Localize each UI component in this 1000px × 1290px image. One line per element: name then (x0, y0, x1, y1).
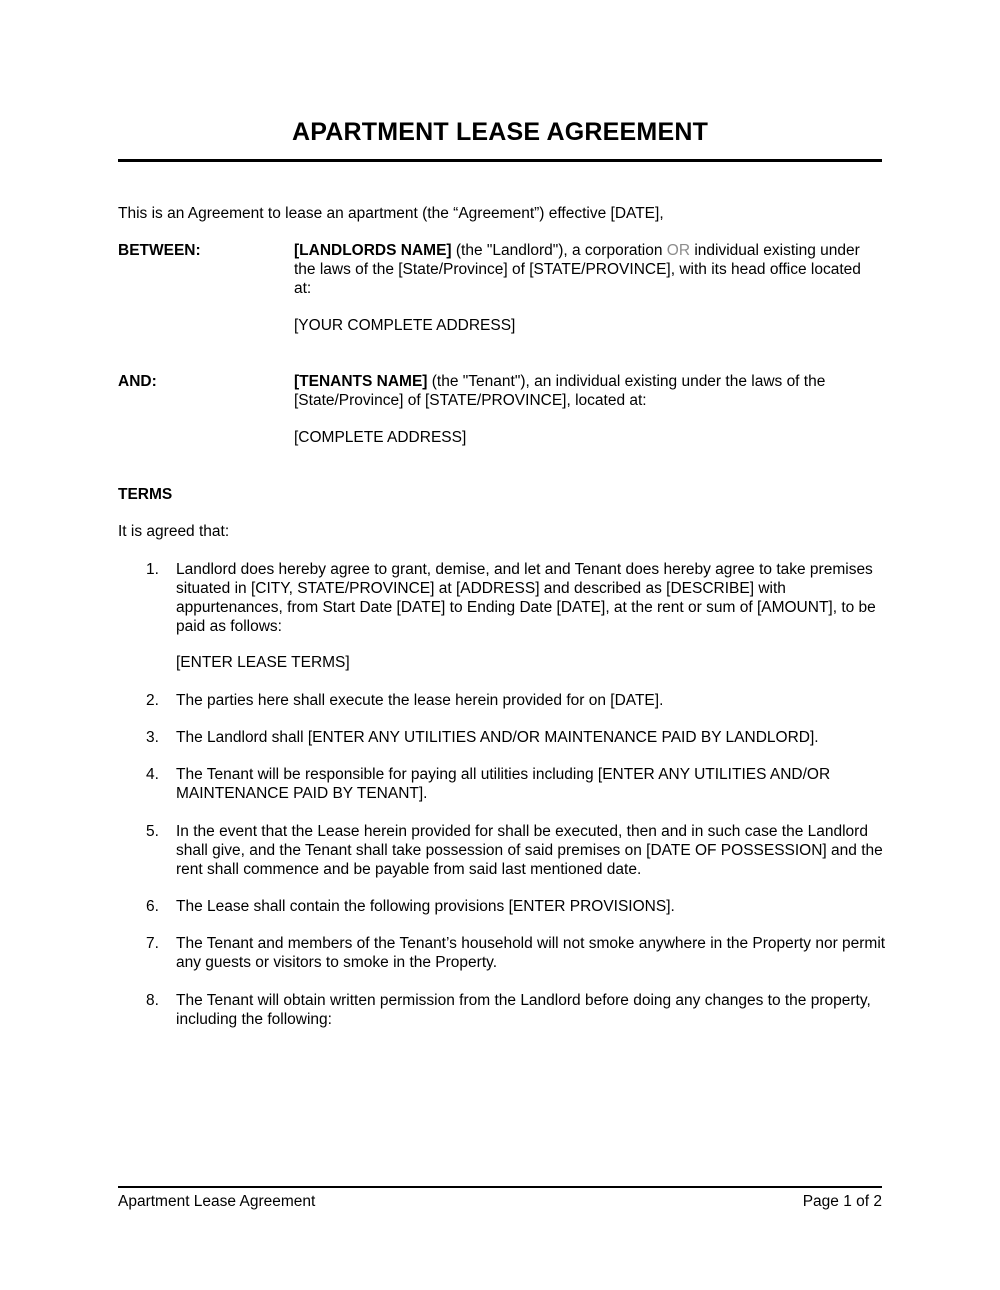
term-text: The Landlord shall [ENTER ANY UTILITIES AND/OR MAINTENANCE PAID BY LANDLORD]. (176, 729, 819, 746)
tenant-party-text (294, 372, 874, 410)
lease-terms-placeholder: [ENTER LEASE TERMS] (176, 654, 350, 671)
term-text: The Tenant will obtain written permission from the Landlord before doing any changes to the property, including the following: (176, 992, 871, 1028)
tenant-text: (the "Tenant"), an individual existing under the laws of the [State/Province] of [STATE/PROVINCE], located at: (294, 373, 826, 409)
term-number: 8. (146, 992, 159, 1009)
tenant-address: [COMPLETE ADDRESS] (294, 429, 467, 446)
terms-heading: TERMS (118, 486, 173, 503)
term-number: 4. (146, 766, 159, 783)
term-text: The Lease shall contain the following provisions [ENTER PROVISIONS]. (176, 898, 675, 915)
document-page (118, 0, 886, 1290)
landlord-text-a: (the "Landlord"), a corporation (451, 242, 667, 259)
landlord-party-text (294, 241, 874, 298)
term-text: The Tenant and members of the Tenant’s household will not smoke anywhere in the Property nor permit any guests or visitors to smoke in the Property. (176, 935, 886, 971)
term-number: 6. (146, 898, 159, 915)
document-title: APARTMENT LEASE AGREEMENT (291, 118, 709, 146)
title-divider (118, 159, 882, 162)
intro-paragraph: This is an Agreement to lease an apartment (the “Agreement”) effective [DATE], (118, 205, 664, 222)
footer-page-number: Page 1 of 2 (802, 1193, 882, 1210)
term-text: The parties here shall execute the lease herein provided for on [DATE]. (176, 692, 664, 709)
term-text: The Tenant will be responsible for paying all utilities including [ENTER ANY UTILITIES AND/OR MAINTENANCE PAID BY TENANT]. (176, 766, 831, 802)
footer-divider (118, 1186, 882, 1188)
and-label: AND: (118, 373, 157, 390)
term-number: 2. (146, 692, 159, 709)
term-number: 5. (146, 823, 159, 840)
terms-intro: It is agreed that: (118, 523, 230, 540)
between-label: BETWEEN: (118, 242, 201, 259)
term-number: 3. (146, 729, 159, 746)
landlord-name: [LANDLORDS NAME] (294, 242, 452, 259)
term-number: 1. (146, 561, 159, 578)
tenant-name: [TENANTS NAME] (294, 373, 428, 390)
or-highlight: OR (666, 242, 691, 259)
landlord-text-b: individual existing under the laws of the [State/Province] of [STATE/PROVINCE], with its head office located at: (294, 242, 861, 297)
term-text: In the event that the Lease herein provided for shall be executed, then and in such case the Landlord shall give, and the Tenant shall take possession of said premises on [DATE OF POSSESSION] and the rent shall commence and be payable from said last mentioned date. (176, 823, 883, 878)
landlord-address: [YOUR COMPLETE ADDRESS] (294, 317, 516, 334)
term-text: Landlord does hereby agree to grant, demise, and let and Tenant does hereby agree to take premises situated in [CITY, STATE/PROVINCE] at [ADDRESS] and described as [DESCRIBE] with appurtenances, from Start Date [DATE] to Ending Date [DATE], at the rent or sum of [AMOUNT], to be paid as follows: (176, 561, 876, 635)
term-number: 7. (146, 935, 159, 952)
footer-document-name: Apartment Lease Agreement (118, 1193, 316, 1210)
